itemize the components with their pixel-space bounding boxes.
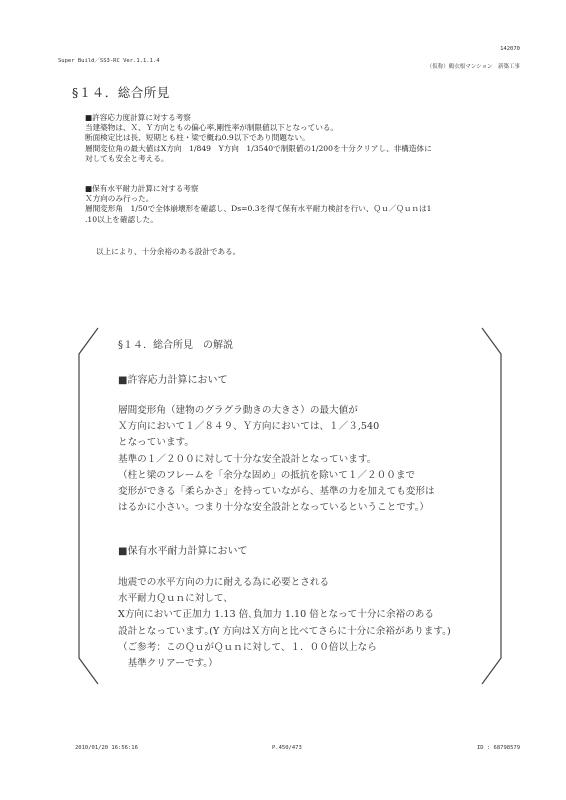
text-line: 対しても安全と考える。 <box>85 153 169 163</box>
commentary-title: §１４．総合所見 の解説 <box>118 340 233 351</box>
commentary-heading-capacity: ■保有水平耐力計算において <box>118 546 248 557</box>
allowable-stress-block <box>85 113 432 164</box>
text-line: （柱と梁のフレームを「余分な固め」の抵抗を除いて１／２００まで <box>118 469 416 481</box>
text-line: 層間変形角 1/50で全体崩壊形を確認し、Ds=0.3を得て保有水平耐力検討を行い、Ｑｕ／Ｑｕｎは1 <box>85 204 432 214</box>
text-line: 基準の１／２００に対して十分な安全設計となっています。 <box>118 453 377 465</box>
commentary-heading-allowable: ■許容応力計算において <box>118 375 228 386</box>
section-title: §１４．総合所見 <box>72 85 170 100</box>
block-heading: ■保有水平耐力計算に対する考察 <box>85 184 199 193</box>
commentary-capacity-body <box>118 575 451 672</box>
conclusion-text: 以上により、十分余裕のある設計である。 <box>96 247 241 256</box>
left-bracket <box>76 326 102 686</box>
text-line: （ご参考：このＱｕがＱｕｎに対して、１．００倍以上なら <box>118 641 377 653</box>
text-line: 変形ができる「柔らかさ」を持っていながら、基準の力を加えても変形は <box>118 486 435 498</box>
commentary-allowable-body <box>118 403 435 516</box>
software-version: Super Build／SS3-RC Ver.1.1.1.4 <box>58 58 160 64</box>
text-line: 設計となっています｡(Y 方向はＸ方向と比べてさらに十分に余裕があります。) <box>118 625 451 637</box>
block-heading: ■許容応力度計算に対する考察 <box>85 113 191 122</box>
document-id: ID : 68798579 <box>476 745 520 751</box>
text-line: .10以上を確認した。 <box>85 214 158 224</box>
text-line: X方向において正加力 1.13 倍､負加力 1.10 倍となって十分に余裕のある <box>118 609 434 621</box>
print-timestamp: 2010/01/20 16:56:16 <box>75 745 138 751</box>
text-line: 基準クリアーです。） <box>118 658 218 670</box>
text-line: Ｘ方向のみ行った。 <box>85 194 154 204</box>
text-line: はるかに小さい。つまり十分な安全設計となっているということです。） <box>118 502 430 514</box>
project-name: （仮称）鶴衣根マンション 新築工事 <box>426 64 520 70</box>
text-line: Ｘ方向において１／８４９、Ｙ方向においては、１／３,540 <box>118 421 380 433</box>
text-line: 水平耐力Ｑｕｎに対して、 <box>118 593 233 605</box>
text-line: 層間変形角（建物のグラグラ動きの大きさ）の最大値が <box>118 405 358 416</box>
doc-number: 142070 <box>500 46 520 52</box>
right-bracket <box>478 326 504 686</box>
text-line: 層間変位角の最大値はX方向 1/849 Y方向 1/3540で制限値の1/200を十分クリアし、非構造体に <box>85 143 432 153</box>
text-line: 当建築物は、Ｘ、Ｙ方向ともの偏心率,剛性率が制限値以下となっている。 <box>85 123 339 133</box>
text-line: 断面検定比は長、短期とも柱・梁で概ね0.9以下であり問題ない。 <box>85 133 310 143</box>
text-line: 地震での水平方向の力に耐える為に必要とされる <box>118 577 330 588</box>
page-number: P.450/473 <box>272 745 302 751</box>
horizontal-capacity-block <box>85 184 431 225</box>
text-line: となっています。 <box>118 437 194 449</box>
